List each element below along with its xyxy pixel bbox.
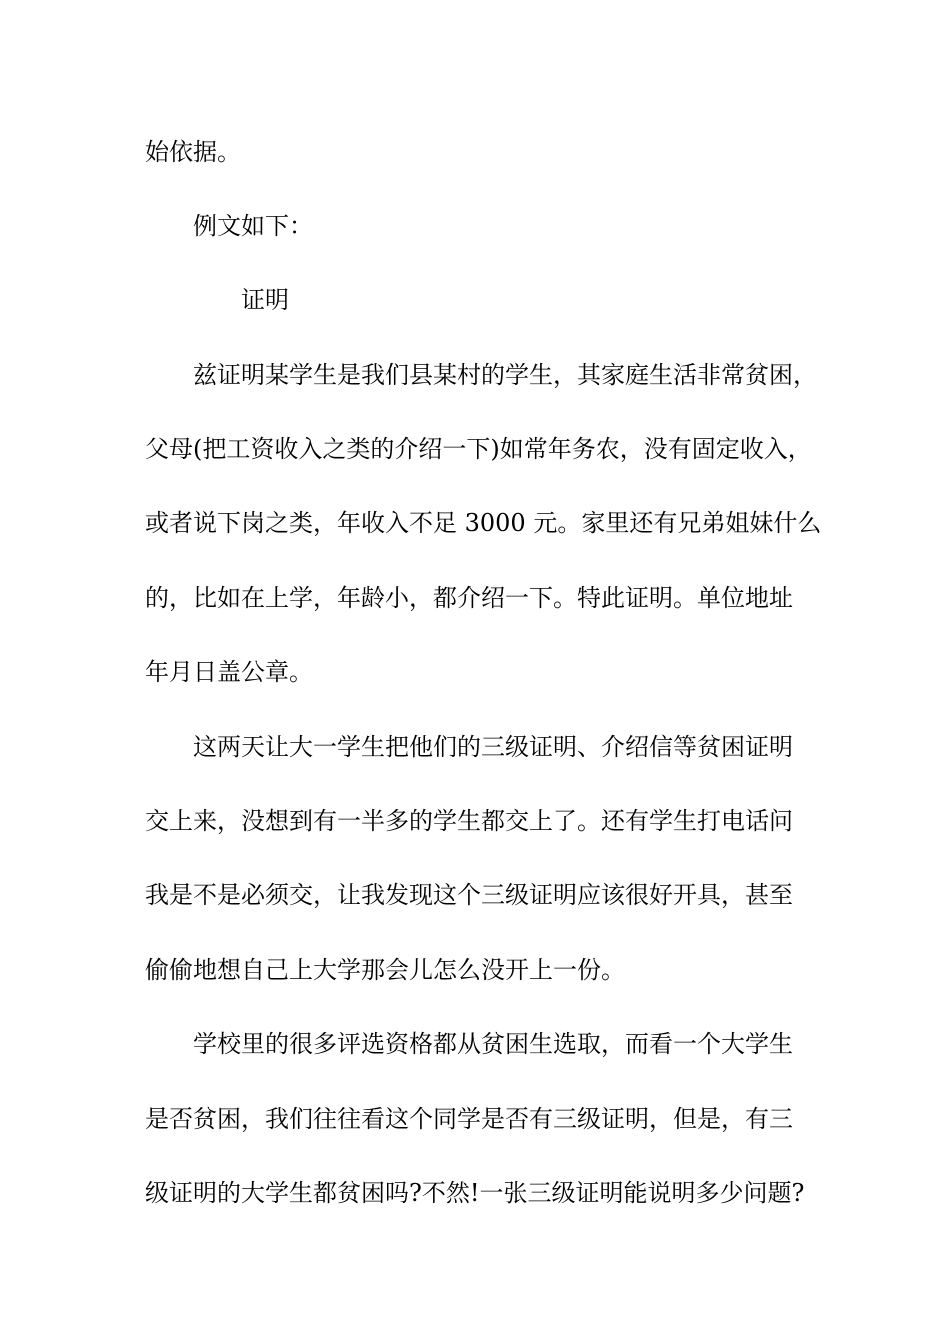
text-line: 这两天让大一学生把他们的三级证明、介绍信等贫困证明 (193, 733, 793, 761)
document-heading: 证明 (241, 286, 289, 314)
text-line: 学校里的很多评选资格都从贫困生选取，而看一个大学生 (193, 1030, 793, 1058)
text-line: 交上来，没想到有一半多的学生都交上了。还有学生打电话问 (145, 807, 793, 835)
text-line: 我是不是必须交，让我发现这个三级证明应该很好开具，甚至 (145, 881, 793, 909)
text-line: 例文如下： (193, 212, 313, 240)
text-line: 父母(把工资收入之类的介绍一下)如常年务农，没有固定收入， (145, 435, 812, 463)
text-line: 的，比如在上学，年龄小，都介绍一下。特此证明。单位地址 (145, 584, 793, 612)
text-line: 或者说下岗之类，年收入不足 3000 元。家里还有兄弟姐妹什么 (145, 509, 822, 537)
text-line: 偷偷地想自己上大学那会儿怎么没开上一份。 (145, 956, 625, 984)
text-line: 年月日盖公章。 (145, 658, 313, 686)
text-line: 级证明的大学生都贫困吗?不然!一张三级证明能说明多少问题? (145, 1179, 805, 1207)
text-line: 是否贫困，我们往往看这个同学是否有三级证明，但是，有三 (145, 1105, 793, 1133)
text-line: 兹证明某学生是我们县某村的学生，其家庭生活非常贫困， (193, 361, 817, 389)
text-line: 始依据。 (145, 138, 241, 166)
